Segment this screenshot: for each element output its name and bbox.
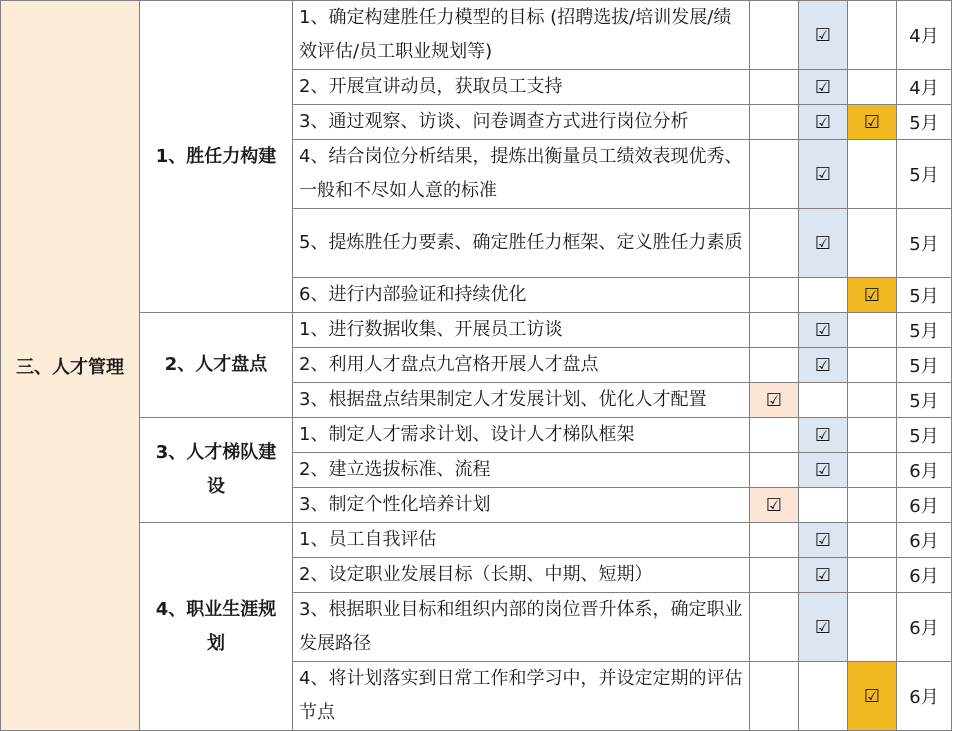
schedule-cell-c1 [750, 383, 799, 418]
schedule-cell-c2 [799, 593, 848, 662]
table-row [1, 523, 952, 558]
schedule-cell-c2 [799, 523, 848, 558]
schedule-cell-c1 [750, 1, 799, 70]
task-cell: 1、进行数据收集、开展员工访谈 [293, 313, 750, 348]
schedule-cell-c2 [799, 558, 848, 593]
schedule-cell-c1 [750, 523, 799, 558]
schedule-cell-c3 [848, 70, 897, 105]
task-cell: 2、设定职业发展目标（长期、中期、短期） [293, 558, 750, 593]
checkbox-checked-icon: ☑ [814, 24, 832, 46]
month-cell: 6月 [897, 662, 952, 731]
checkbox-checked-icon: ☑ [863, 685, 881, 707]
table-row [1, 418, 952, 453]
schedule-cell-c2 [799, 418, 848, 453]
checkbox-checked-icon: ☑ [814, 354, 832, 376]
schedule-cell-c3 [848, 278, 897, 313]
task-cell: 2、利用人才盘点九宫格开展人才盘点 [293, 348, 750, 383]
group-title-line: 3、人才梯队建 [155, 442, 277, 463]
month-cell: 5月 [897, 383, 952, 418]
schedule-cell-c3 [848, 1, 897, 70]
month-cell: 5月 [897, 313, 952, 348]
group-title-line: 划 [207, 632, 225, 654]
task-cell: 1、确定构建胜任力模型的目标 (招聘选拔/培训发展/绩效评估/员工职业规划等) [293, 1, 750, 70]
checkbox-checked-icon: ☑ [814, 564, 832, 586]
schedule-cell-c2 [799, 105, 848, 140]
schedule-cell-c1 [750, 488, 799, 523]
schedule-cell-c1 [750, 453, 799, 488]
schedule-cell-c3 [848, 453, 897, 488]
schedule-cell-c1 [750, 209, 799, 278]
task-cell: 3、根据盘点结果制定人才发展计划、优化人才配置 [293, 383, 750, 418]
plan-table-body [1, 1, 952, 731]
month-cell: 5月 [897, 348, 952, 383]
group-title-line: 4、职业生涯规 [155, 598, 277, 620]
checkbox-checked-icon: ☑ [814, 319, 832, 341]
schedule-cell-c3 [848, 558, 897, 593]
schedule-cell-c3 [848, 593, 897, 662]
schedule-cell-c2 [799, 453, 848, 488]
schedule-cell-c2 [799, 348, 848, 383]
schedule-cell-c3 [848, 418, 897, 453]
schedule-cell-c2 [799, 209, 848, 278]
task-cell: 4、将计划落实到日常工作和学习中，并设定定期的评估节点 [293, 662, 750, 731]
schedule-cell-c2 [799, 488, 848, 523]
group-title [140, 313, 293, 418]
task-cell: 3、通过观察、访谈、问卷调查方式进行岗位分析 [293, 105, 750, 140]
schedule-cell-c1 [750, 70, 799, 105]
checkbox-checked-icon: ☑ [814, 111, 832, 133]
group-title [140, 418, 293, 523]
checkbox-checked-icon: ☑ [814, 424, 832, 446]
task-cell: 4、结合岗位分析结果，提炼出衡量员工绩效表现优秀、一般和不尽如人意的标准 [293, 140, 750, 209]
schedule-cell-c1 [750, 313, 799, 348]
table-row [1, 313, 952, 348]
task-cell: 2、建立选拔标准、流程 [293, 453, 750, 488]
month-cell: 4月 [897, 70, 952, 105]
schedule-cell-c1 [750, 348, 799, 383]
checkbox-checked-icon: ☑ [863, 284, 881, 306]
task-cell: 6、进行内部验证和持续优化 [293, 278, 750, 313]
schedule-cell-c2 [799, 70, 848, 105]
schedule-cell-c3 [848, 313, 897, 348]
task-cell: 5、提炼胜任力要素、确定胜任力框架、定义胜任力素质 [293, 209, 750, 278]
schedule-cell-c3 [848, 209, 897, 278]
schedule-cell-c2 [799, 140, 848, 209]
schedule-cell-c1 [750, 593, 799, 662]
schedule-cell-c2 [799, 278, 848, 313]
schedule-cell-c3 [848, 488, 897, 523]
group-title-line: 2、人才盘点 [164, 354, 268, 375]
schedule-cell-c2 [799, 383, 848, 418]
month-cell: 5月 [897, 278, 952, 313]
checkbox-checked-icon: ☑ [814, 459, 832, 481]
task-cell: 3、制定个性化培养计划 [293, 488, 750, 523]
checkbox-checked-icon: ☑ [814, 616, 832, 638]
month-cell: 6月 [897, 523, 952, 558]
schedule-cell-c1 [750, 140, 799, 209]
schedule-cell-c1 [750, 558, 799, 593]
task-cell: 3、根据职业目标和组织内部的岗位晋升体系，确定职业发展路径 [293, 593, 750, 662]
month-cell: 6月 [897, 558, 952, 593]
schedule-cell-c3 [848, 383, 897, 418]
checkbox-checked-icon: ☑ [765, 494, 783, 516]
task-cell: 1、员工自我评估 [293, 523, 750, 558]
checkbox-checked-icon: ☑ [863, 111, 881, 133]
group-title-line: 1、胜任力构建 [155, 145, 277, 167]
month-cell: 5月 [897, 105, 952, 140]
schedule-cell-c3 [848, 348, 897, 383]
schedule-cell-c1 [750, 278, 799, 313]
table-row [1, 1, 952, 70]
schedule-cell-c1 [750, 105, 799, 140]
task-cell: 1、制定人才需求计划、设计人才梯队框架 [293, 418, 750, 453]
schedule-cell-c3 [848, 523, 897, 558]
group-title-line: 设 [207, 476, 225, 497]
month-cell: 5月 [897, 418, 952, 453]
schedule-cell-c2 [799, 1, 848, 70]
schedule-cell-c3 [848, 105, 897, 140]
month-cell: 6月 [897, 593, 952, 662]
checkbox-checked-icon: ☑ [814, 529, 832, 551]
schedule-cell-c1 [750, 662, 799, 731]
checkbox-checked-icon: ☑ [814, 232, 832, 254]
schedule-cell-c2 [799, 662, 848, 731]
schedule-cell-c3 [848, 140, 897, 209]
month-cell: 6月 [897, 453, 952, 488]
month-cell: 6月 [897, 488, 952, 523]
checkbox-checked-icon: ☑ [814, 163, 832, 185]
checkbox-checked-icon: ☑ [814, 76, 832, 98]
schedule-cell-c2 [799, 313, 848, 348]
schedule-cell-c1 [750, 418, 799, 453]
group-title [140, 523, 293, 731]
group-title [140, 1, 293, 313]
month-cell: 5月 [897, 140, 952, 209]
task-cell: 2、开展宣讲动员，获取员工支持 [293, 70, 750, 105]
section-title: 三、人才管理 [1, 1, 140, 731]
checkbox-checked-icon: ☑ [765, 389, 783, 411]
schedule-cell-c3 [848, 662, 897, 731]
month-cell: 5月 [897, 209, 952, 278]
month-cell: 4月 [897, 1, 952, 70]
